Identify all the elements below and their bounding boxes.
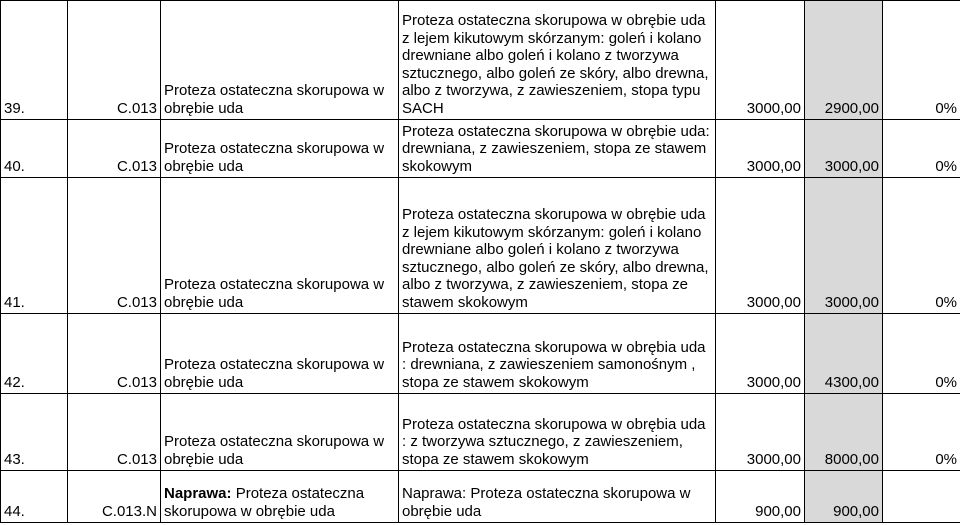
row-lp: 44. (1, 471, 68, 523)
row-description: Proteza ostateczna skorupowa w obrębie uda z lejem kikutowym skórzanym: goleń i kolano drewniane albo goleń i kolano z tworzywa sztucznego, albo goleń ze skóry, albo drewna, albo z tworzywa, z zawieszeniem, stopa typu SACH (399, 1, 716, 120)
row-percent: 0% (883, 178, 960, 314)
row-percent (883, 471, 960, 523)
table-row (1, 120, 960, 178)
row-price-1: 3000,00 (716, 120, 805, 178)
row-code: C.013 (68, 394, 161, 471)
row-name: Proteza ostateczna skorupowa w obrębie uda (161, 178, 399, 314)
row-code: C.013 (68, 178, 161, 314)
row-name-text: Proteza ostateczna skorupowa w obrębie uda (164, 485, 365, 520)
row-lp: 41. (1, 178, 68, 314)
table-row (1, 178, 960, 314)
table-row (1, 314, 960, 394)
row-code: C.013.N (68, 471, 161, 523)
row-lp: 42. (1, 314, 68, 394)
table-row (1, 1, 960, 120)
row-percent: 0% (883, 120, 960, 178)
row-lp: 40. (1, 120, 68, 178)
row-name: Proteza ostateczna skorupowa w obrębie uda (161, 394, 399, 471)
row-price-2: 3000,00 (805, 178, 883, 314)
row-code: C.013 (68, 314, 161, 394)
row-name: Proteza ostateczna skorupowa w obrębie uda (161, 314, 399, 394)
row-description: Proteza ostateczna skorupowa w obrębia uda : z tworzywa sztucznego, z zawieszeniem, stopa ze stawem skokowym (399, 394, 716, 471)
table-row (1, 394, 960, 471)
row-price-1: 3000,00 (716, 314, 805, 394)
row-code: C.013 (68, 120, 161, 178)
row-lp: 43. (1, 394, 68, 471)
row-percent: 0% (883, 314, 960, 394)
row-percent: 0% (883, 394, 960, 471)
row-lp: 39. (1, 1, 68, 120)
row-code: C.013 (68, 1, 161, 120)
row-name (161, 471, 399, 523)
row-price-2: 8000,00 (805, 394, 883, 471)
row-price-1: 3000,00 (716, 178, 805, 314)
row-price-1: 3000,00 (716, 1, 805, 120)
row-name-prefix: Naprawa: (164, 485, 232, 502)
row-name: Proteza ostateczna skorupowa w obrębie uda (161, 120, 399, 178)
row-price-2: 900,00 (805, 471, 883, 523)
row-price-1: 900,00 (716, 471, 805, 523)
table-row (1, 471, 960, 523)
row-price-1: 3000,00 (716, 394, 805, 471)
row-price-2: 3000,00 (805, 120, 883, 178)
row-price-2: 4300,00 (805, 314, 883, 394)
row-description: Proteza ostateczna skorupowa w obrębia uda : drewniana, z zawieszeniem samonośnym , stopa ze stawem skokowym (399, 314, 716, 394)
row-price-2: 2900,00 (805, 1, 883, 120)
row-percent: 0% (883, 1, 960, 120)
row-name: Proteza ostateczna skorupowa w obrębie uda (161, 1, 399, 120)
row-description: Proteza ostateczna skorupowa w obrębie uda z lejem kikutowym skórzanym: goleń i kolano drewniane albo goleń i kolano z tworzywa sztucznego, albo goleń ze skóry, albo drewna, albo z tworzywa, z zawieszeniem, stopa ze stawem skokowym (399, 178, 716, 314)
row-description: Naprawa: Proteza ostateczna skorupowa w obrębie uda (399, 471, 716, 523)
row-description: Proteza ostateczna skorupowa w obrębie uda: drewniana, z zawieszeniem, stopa ze stawem skokowym (399, 120, 716, 178)
